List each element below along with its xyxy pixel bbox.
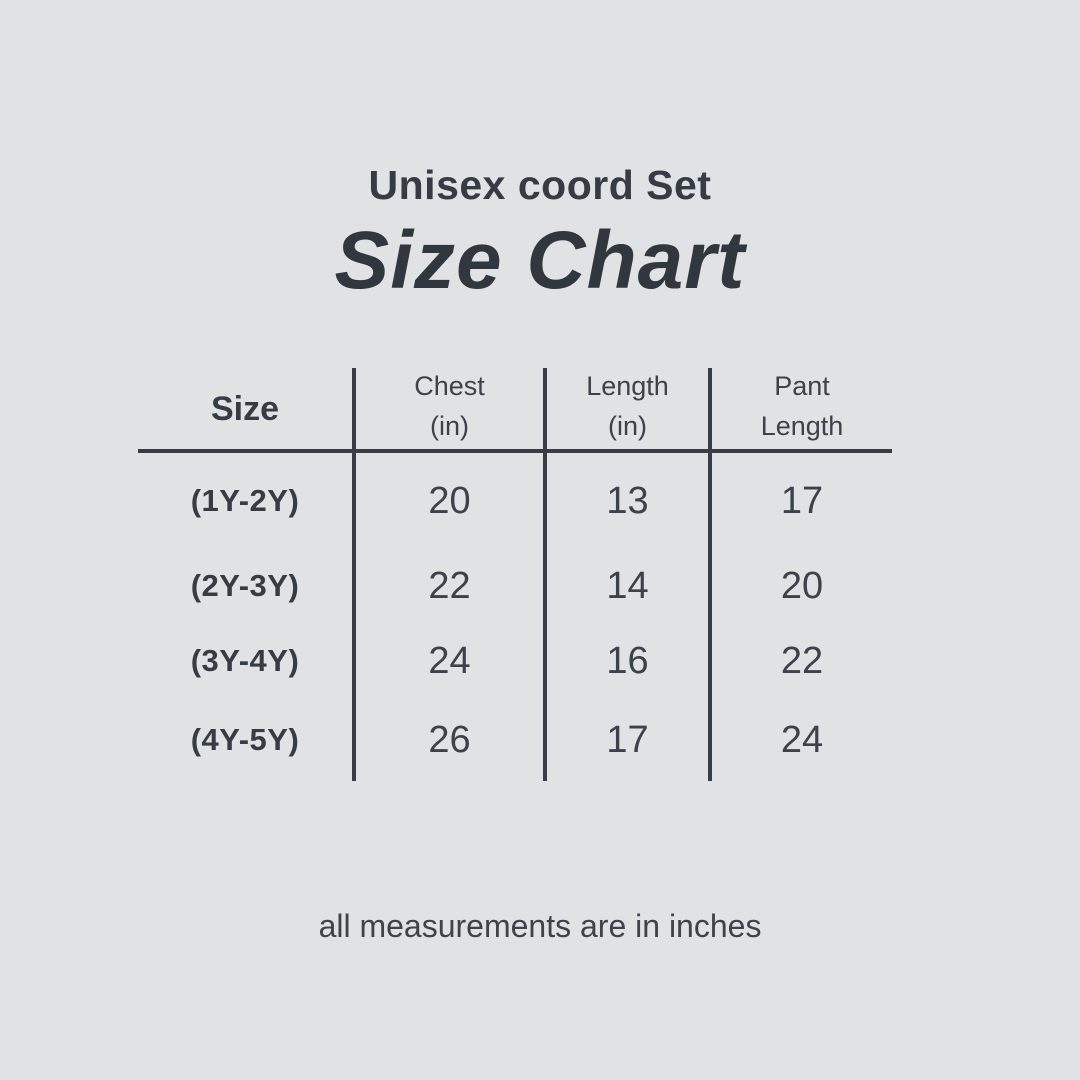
column-header-chest-line1: Chest — [414, 370, 485, 401]
cell-value: 14 — [606, 564, 649, 607]
cell-value: 16 — [606, 639, 649, 682]
cell-value: 22 — [428, 564, 471, 607]
table-row-4-chest — [352, 699, 543, 781]
column-header-length — [543, 368, 708, 453]
column-header-chest-line2: (in) — [430, 410, 469, 441]
row-label: (3Y-4Y) — [190, 643, 300, 678]
table-row-1-pant-length — [708, 453, 892, 549]
table-row-1-chest — [352, 453, 543, 549]
table-row-2-size — [138, 549, 352, 623]
row-label: (4Y-5Y) — [190, 722, 300, 757]
cell-value: 20 — [780, 564, 824, 607]
table-row-2-length — [543, 549, 708, 623]
cell-value: 24 — [428, 639, 471, 682]
cell-value: 13 — [606, 479, 649, 522]
table-row-4-length — [543, 699, 708, 781]
cell-value: 17 — [780, 479, 824, 522]
cell-value: 20 — [428, 479, 471, 522]
table-row-1-length — [543, 453, 708, 549]
column-header-pant-line1: Pant — [774, 370, 830, 401]
column-header-pant-length — [708, 368, 892, 453]
table-row-4-size — [138, 699, 352, 781]
page-subtitle: Unisex coord Set — [368, 162, 712, 208]
row-label: (2Y-3Y) — [190, 568, 300, 603]
table-row-2-pant-length — [708, 549, 892, 623]
column-header-size — [138, 368, 352, 453]
cell-value: 26 — [428, 718, 471, 761]
table-row-1-size — [138, 453, 352, 549]
column-header-size-label: Size — [210, 389, 280, 428]
cell-value: 22 — [780, 639, 824, 682]
table-row-3-chest — [352, 623, 543, 699]
table-row-4-pant-length — [708, 699, 892, 781]
table-row-2-chest — [352, 549, 543, 623]
column-header-chest — [352, 368, 543, 453]
cell-value: 17 — [606, 718, 649, 761]
row-label: (1Y-2Y) — [190, 483, 300, 518]
table-row-3-length — [543, 623, 708, 699]
cell-value: 24 — [780, 718, 824, 761]
column-header-length-line1: Length — [586, 370, 669, 401]
measurement-note: all measurements are in inches — [318, 908, 762, 944]
size-table — [138, 368, 892, 781]
column-header-length-line2: (in) — [608, 410, 647, 441]
column-header-pant-line2: Length — [760, 410, 844, 441]
table-row-3-size — [138, 623, 352, 699]
page-title: Size Chart — [334, 215, 746, 306]
table-row-3-pant-length — [708, 623, 892, 699]
